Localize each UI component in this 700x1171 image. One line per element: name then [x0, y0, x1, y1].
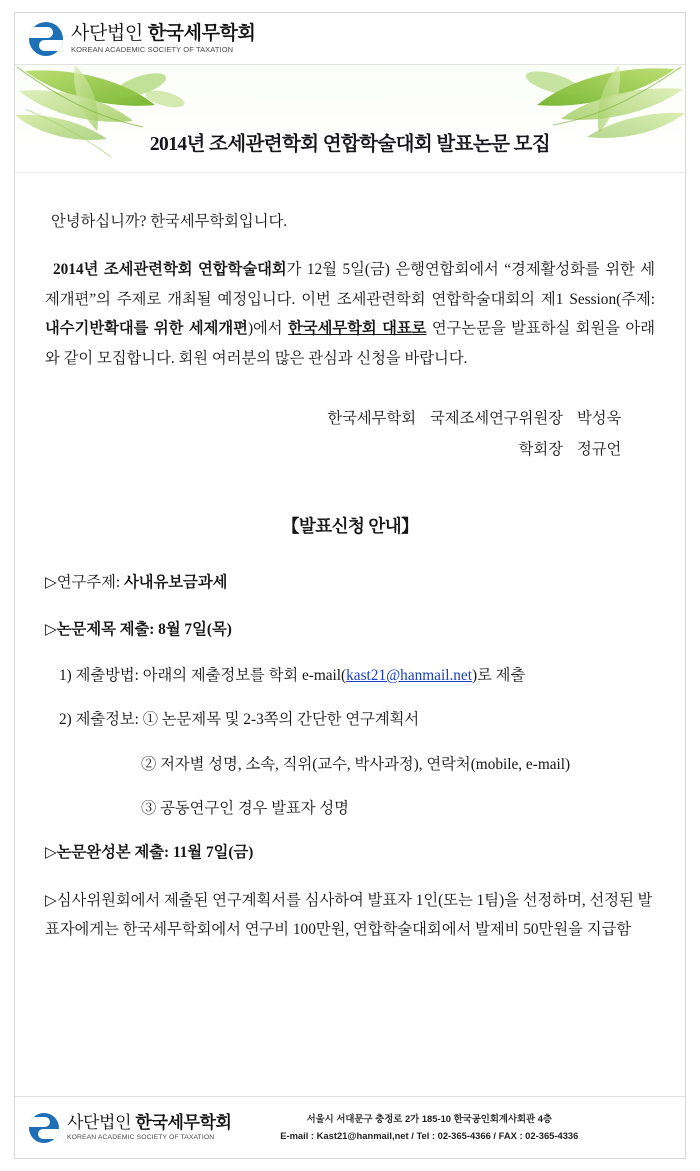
signature-role-2: 학회장 — [518, 440, 563, 458]
guide-item-review-note: ▷심사위원회에서 제출된 연구계획서를 심사하여 발표자 1인(또는 1팀)을 선정하며, 선정된 발표자에게는 한국세무학회에서 연구비 100만원, 연합학술대회에서 발제비 50만원을 지급함 — [45, 891, 653, 938]
footer-contact-info — [232, 1111, 667, 1144]
header-logo-main: 한국세무학회 — [147, 22, 256, 44]
footer-logo-kr — [67, 1113, 232, 1132]
leaf-decoration-icon — [15, 65, 685, 173]
intro-representative: 한국세무학회 대표로 — [288, 320, 427, 338]
footer-address: 서울시 서대문구 충정로 2가 185-10 한국공인회계사회관 4층 — [306, 1113, 552, 1125]
guide-sub-author-info: ② 저자별 성명, 소속, 직위(교수, 박사과정), 연락처(mobile, e-mail) — [141, 755, 571, 773]
signature-role-1: 국제조세연구위원장 — [430, 410, 563, 428]
guide-item-final-due-value: 논문완성본 제출: 11월 7일(금) — [56, 844, 254, 862]
signature-org: 한국세무학회 — [327, 410, 416, 428]
greeting-text: 안녕하십니까? 한국세무학회입니다. — [51, 213, 288, 230]
section-title: 【발표신청 안내】 — [281, 516, 419, 537]
swirl-logo-icon-footer — [29, 1113, 59, 1143]
title-banner — [15, 65, 685, 173]
intro-text-c: 연구논문을 발표하실 회원을 아래와 같이 모집합니다. 회원 여러분의 많은 관심과 신청을 바랍니다. — [45, 320, 655, 368]
document-body — [15, 173, 685, 944]
guide-item-title-due-value: 논문제목 제출: 8월 7일(목) — [56, 620, 232, 638]
document-footer — [15, 1096, 685, 1158]
guide-item-final-due-prefix: ▷ — [45, 844, 57, 862]
guide-sub-submit-method — [59, 662, 655, 690]
footer-contact: E-mail : Kast21@hanmail,net / Tel : 02-365-4366 / FAX : 02-365-4336 — [280, 1129, 579, 1141]
intro-text-a: 가 12월 5일(금) 은행연합회에서 “경제활성화를 위한 세제개편”의 주제로 개최될 예정입니다. 이번 조세관련학회 연합학술대회의 제1 Session(주제: — [45, 260, 655, 308]
page-title: 2014년 조세관련학회 연합학술대회 발표논문 모집 — [149, 134, 551, 155]
guide-item-topic-value: 사내유보금과세 — [123, 574, 228, 592]
footer-logo-en: KOREAN ACADEMIC SOCIETY OF TAXATION — [67, 1134, 215, 1142]
guide-item-title-due-prefix: ▷ — [45, 620, 57, 638]
signature-name-2: 정규언 — [577, 440, 622, 458]
intro-paragraph — [45, 255, 655, 374]
header-logo-en: KOREAN ACADEMIC SOCIETY OF TAXATION — [71, 44, 234, 54]
signature-block — [45, 404, 655, 465]
intro-text-b: )에서 — [247, 320, 289, 338]
footer-logo-main: 한국세무학회 — [135, 1112, 232, 1132]
signature-row-1 — [45, 404, 649, 435]
guide-item-title-due — [45, 616, 655, 644]
document-header — [15, 13, 685, 65]
guide-sub-submit-method-a: 1) 제출방법: 아래의 제출정보를 학회 e-mail( — [59, 667, 347, 685]
signature-row-2 — [45, 435, 649, 466]
submission-email-link[interactable]: kast21@hanmail.net — [346, 667, 472, 685]
guide-sub-joint-research: ③ 공동연구인 경우 발표자 성명 — [141, 799, 349, 817]
guide-sub-submit-info: 2) 제출정보: ① 논문제목 및 2-3쪽의 간단한 연구계획서 — [59, 711, 420, 729]
header-logo-kr — [71, 23, 255, 44]
intro-session-topic: 내수기반확대를 위한 세제개편 — [45, 320, 248, 338]
intro-event-name: 2014년 조세관련학회 연합학술대회 — [53, 260, 287, 278]
guide-sub-submit-method-b: )로 제출 — [471, 667, 526, 685]
header-logo-text — [71, 24, 255, 54]
swirl-logo-icon — [29, 22, 63, 56]
guide-item-topic — [45, 569, 655, 597]
footer-logo-prefix: 사단법인 — [67, 1112, 132, 1132]
footer-logo — [29, 1113, 232, 1143]
guide-item-final-due — [45, 839, 655, 867]
guide-item-topic-prefix: ▷연구주제: — [45, 574, 124, 592]
signature-name-1: 박성욱 — [577, 410, 622, 428]
header-logo-prefix: 사단법인 — [71, 22, 143, 44]
footer-logo-text — [67, 1114, 232, 1142]
document-sheet — [14, 12, 686, 1159]
header-logo — [29, 22, 255, 56]
